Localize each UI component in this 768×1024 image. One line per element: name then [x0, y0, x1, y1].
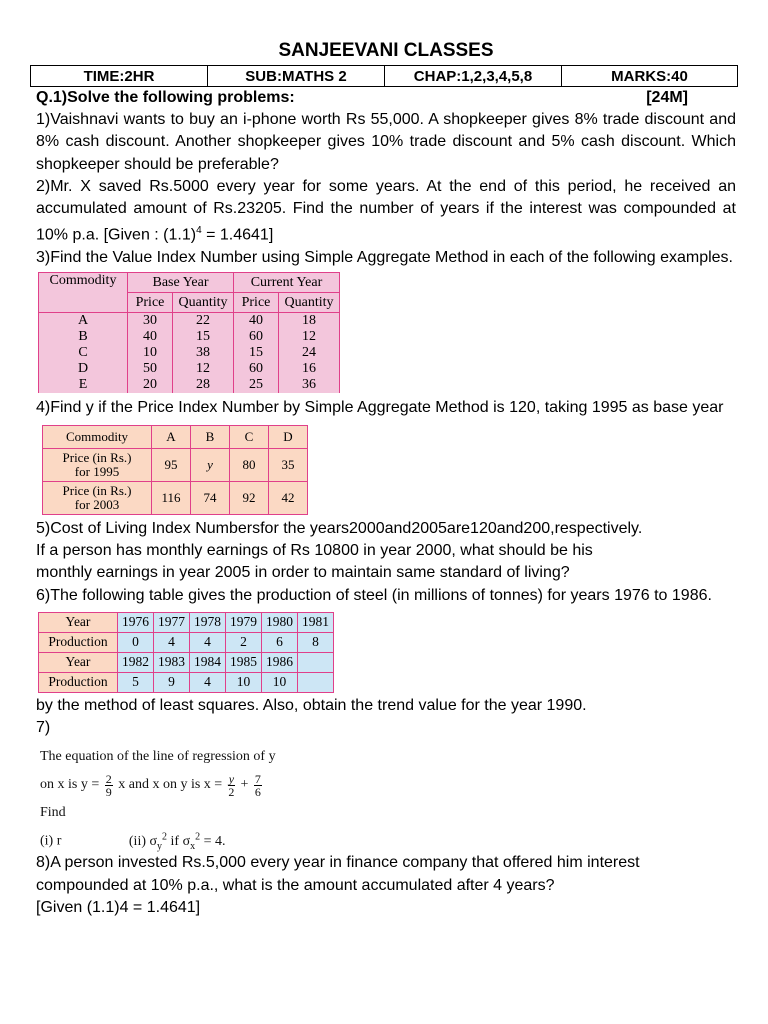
- problem-8-line: [Given (1.1)4 = 1.4641]: [36, 899, 201, 917]
- t4-row-label-line: for 1995: [74, 463, 120, 479]
- t4-row-label-line: for 2003: [74, 496, 120, 512]
- price-index-table: [42, 425, 308, 515]
- t6-cell: 8: [298, 632, 334, 652]
- t3-commodity-header: Commodity: [39, 273, 128, 313]
- t4-cell: 35: [269, 448, 308, 481]
- t4-cell: 95: [152, 448, 191, 481]
- t6-cell: 1985: [226, 652, 262, 672]
- t4-cell: 92: [230, 481, 269, 514]
- t6-cell: 1981: [298, 612, 334, 632]
- problem-5-line: 5)Cost of Living Index Numbersfor the years2000and2005are120and200,respectively.: [36, 519, 643, 537]
- t3-cell: 22: [196, 313, 210, 329]
- problem-3: 3)Find the Value Index Number using Simple Aggregate Method in each of the following examples.: [36, 249, 733, 267]
- t6-empty-cell: [298, 672, 334, 692]
- t3-cell: 40: [143, 329, 157, 345]
- t6-label: Production: [39, 632, 118, 652]
- t3-cell: 15: [249, 345, 263, 361]
- t4-cell: 116: [152, 481, 191, 514]
- t4-row-label-line: Price (in Rs.): [62, 449, 132, 465]
- t4-cell: 80: [230, 448, 269, 481]
- q7-sigma: (ii) σ: [128, 834, 158, 850]
- t3-cur-price-col: [234, 313, 279, 394]
- q7-sigma: if σ: [167, 834, 191, 850]
- t3-cell: 15: [196, 329, 210, 345]
- t3-cur-price-header: Price: [234, 293, 279, 313]
- exam-info-table: [30, 65, 738, 87]
- t3-cell: 25: [249, 377, 263, 393]
- t6-cell: 1984: [190, 652, 226, 672]
- t4-commodity-header: Commodity: [43, 425, 152, 448]
- problem-2-text: 2)Mr. X saved Rs.5000 every year for some years. At the end of this period, he received an accumulated amount of Rs.23205. Find the number of years if the interest was compounded at 10% p.a. [Given : (1.1): [36, 177, 736, 244]
- problem-1: 1)Vaishnavi wants to buy an i-phone worth Rs 55,000. A shopkeeper gives 8% trade discount and 8% cash discount. Another shopkeeper gives 10% trade discount and 5% cash discount. Which shopkeeper should be preferable?: [36, 111, 736, 173]
- problem-8-line: compounded at 10% p.a., what is the amount accumulated after 4 years?: [36, 876, 555, 894]
- t6-cell: 10: [262, 672, 298, 692]
- t3-cell: 40: [249, 313, 263, 329]
- t6-cell: 5: [118, 672, 154, 692]
- q7-parts: [40, 825, 736, 852]
- t3-cell: 10: [143, 345, 157, 361]
- t4-col-header: B: [191, 425, 230, 448]
- t3-cell: B: [78, 329, 88, 345]
- t6-label: Year: [39, 612, 118, 632]
- t3-cell: 38: [196, 345, 210, 361]
- t6-cell: 1983: [154, 652, 190, 672]
- q7-text: x and x on y is x =: [118, 777, 223, 793]
- t3-base-year-header: Base Year: [128, 273, 234, 293]
- t3-cell: 20: [143, 377, 157, 393]
- q7-fraction: [254, 773, 262, 798]
- q7-num: 2: [105, 771, 112, 786]
- t4-row-label-line: Price (in Rs.): [62, 482, 132, 498]
- t3-cell: A: [77, 313, 89, 329]
- t4-cell: 42: [269, 481, 308, 514]
- exam-chapters: CHAP:1,2,3,4,5,8: [385, 66, 562, 87]
- t6-row: [39, 652, 334, 672]
- t6-cell: 1977: [154, 612, 190, 632]
- t6-cell: 1976: [118, 612, 154, 632]
- t3-base-qty-col: [173, 313, 234, 394]
- q7-find: Find: [40, 805, 66, 821]
- problem-2-tail: = 1.4641]: [201, 226, 274, 244]
- steel-production-table: [38, 612, 334, 693]
- t3-current-year-header: Current Year: [234, 273, 340, 293]
- problem-4: 4)Find y if the Price Index Number by Simple Aggregate Method is 120, taking 1995 as base year: [36, 399, 724, 417]
- q7-den: 6: [254, 784, 261, 799]
- problem-6: 6)The following table gives the production of steel (in millions of tonnes) for years 1976 to 1986.: [36, 586, 712, 604]
- t3-cell: D: [77, 361, 89, 377]
- q7-plus: +: [240, 777, 249, 793]
- t6-cell: 1986: [262, 652, 298, 672]
- t4-row: [43, 481, 308, 514]
- t4-row: [43, 448, 308, 481]
- t6-label: Production: [39, 672, 118, 692]
- t4-col-header: A: [152, 425, 191, 448]
- t6-cell: 1980: [262, 612, 298, 632]
- t6-cell: 9: [154, 672, 190, 692]
- t6-cell: 4: [190, 672, 226, 692]
- t3-cur-qty-header: Quantity: [279, 293, 340, 313]
- t6-cell: 4: [154, 632, 190, 652]
- t3-base-qty-header: Quantity: [173, 293, 234, 313]
- exam-time: TIME:2HR: [31, 66, 208, 87]
- t3-cell: 18: [302, 313, 316, 329]
- t6-row: [39, 632, 334, 652]
- question-label: Q.1)Solve the following problems:: [36, 89, 295, 106]
- question-marks: [24M]: [646, 89, 688, 106]
- q7-line-1: The equation of the line of regression of y: [40, 749, 276, 765]
- q7-fraction: [228, 773, 235, 798]
- q7-den: 2: [228, 784, 235, 799]
- t3-cell: 16: [302, 361, 316, 377]
- t3-cell: 28: [196, 377, 210, 393]
- t4-row-label: [43, 448, 152, 481]
- q7-part-ii: (ii) $\sigma_y^2$ if $\sigma_x^2 = 4$.: [128, 831, 226, 852]
- t3-commodity-col: [39, 313, 128, 394]
- t4-cell: 74: [191, 481, 230, 514]
- problem-2: [36, 176, 736, 247]
- problem-2-exponent: 4: [196, 225, 202, 237]
- t6-empty-cell: [298, 652, 334, 672]
- t6-label: Year: [39, 652, 118, 672]
- exam-marks: MARKS:40: [562, 66, 738, 87]
- t4-col-header: C: [230, 425, 269, 448]
- t3-cell: 50: [143, 361, 157, 377]
- problem-7-label: 7): [36, 719, 51, 737]
- t3-cell: 36: [302, 377, 316, 393]
- q7-num: 7: [254, 771, 261, 786]
- t6-row: [39, 612, 334, 632]
- t3-row: [39, 313, 340, 394]
- t3-base-price-col: [128, 313, 173, 394]
- t3-cell: 60: [249, 329, 263, 345]
- t6-cell: 4: [190, 632, 226, 652]
- t3-cell: 12: [302, 329, 316, 345]
- t3-cell: C: [78, 345, 88, 361]
- t6-cell: 1978: [190, 612, 226, 632]
- t6-cell: 0: [118, 632, 154, 652]
- exam-subject: SUB:MATHS 2: [208, 66, 385, 87]
- q7-num: y: [228, 771, 235, 786]
- q7-part-i: (i) r: [40, 834, 62, 850]
- q7-part-ii-end: = 4.: [200, 834, 226, 850]
- t3-cell: 60: [249, 361, 263, 377]
- problem-5: [36, 518, 736, 585]
- t4-cell: y: [191, 448, 230, 481]
- t6-cell: 6: [262, 632, 298, 652]
- problem-5-line: If a person has monthly earnings of Rs 10800 in year 2000, what should be his: [36, 542, 593, 559]
- t3-cell: 30: [143, 313, 157, 329]
- q7-line-2: [40, 769, 736, 801]
- t6-row: [39, 672, 334, 692]
- t6-cell: 10: [226, 672, 262, 692]
- t6-cell: 1979: [226, 612, 262, 632]
- value-index-table: [38, 272, 340, 393]
- problem-5-line: monthly earnings in year 2005 in order to maintain same standard of living?: [36, 564, 570, 582]
- t3-cell: 12: [196, 361, 210, 377]
- question-heading: [36, 87, 736, 109]
- problem-6-continued: by the method of least squares. Also, obtain the trend value for the year 1990.: [36, 696, 587, 714]
- q7-den: 9: [105, 784, 112, 799]
- q7-text: on x is y =: [40, 777, 100, 793]
- t3-cur-qty-col: [279, 313, 340, 394]
- institute-title: SANJEEVANI CLASSES: [278, 40, 494, 61]
- problem-8: [36, 852, 736, 919]
- t6-cell: 1982: [118, 652, 154, 672]
- t4-col-header: D: [269, 425, 308, 448]
- worksheet: [36, 0, 736, 919]
- t3-cell: 24: [302, 345, 316, 361]
- t3-base-price-header: Price: [128, 293, 173, 313]
- q7-fraction: [105, 773, 113, 798]
- t4-row-label: [43, 481, 152, 514]
- t6-cell: 2: [226, 632, 262, 652]
- t3-cell: E: [78, 377, 88, 393]
- problem-8-line: 8)A person invested Rs.5,000 every year in finance company that offered him interest: [36, 854, 640, 872]
- problem-7-image: [40, 745, 736, 852]
